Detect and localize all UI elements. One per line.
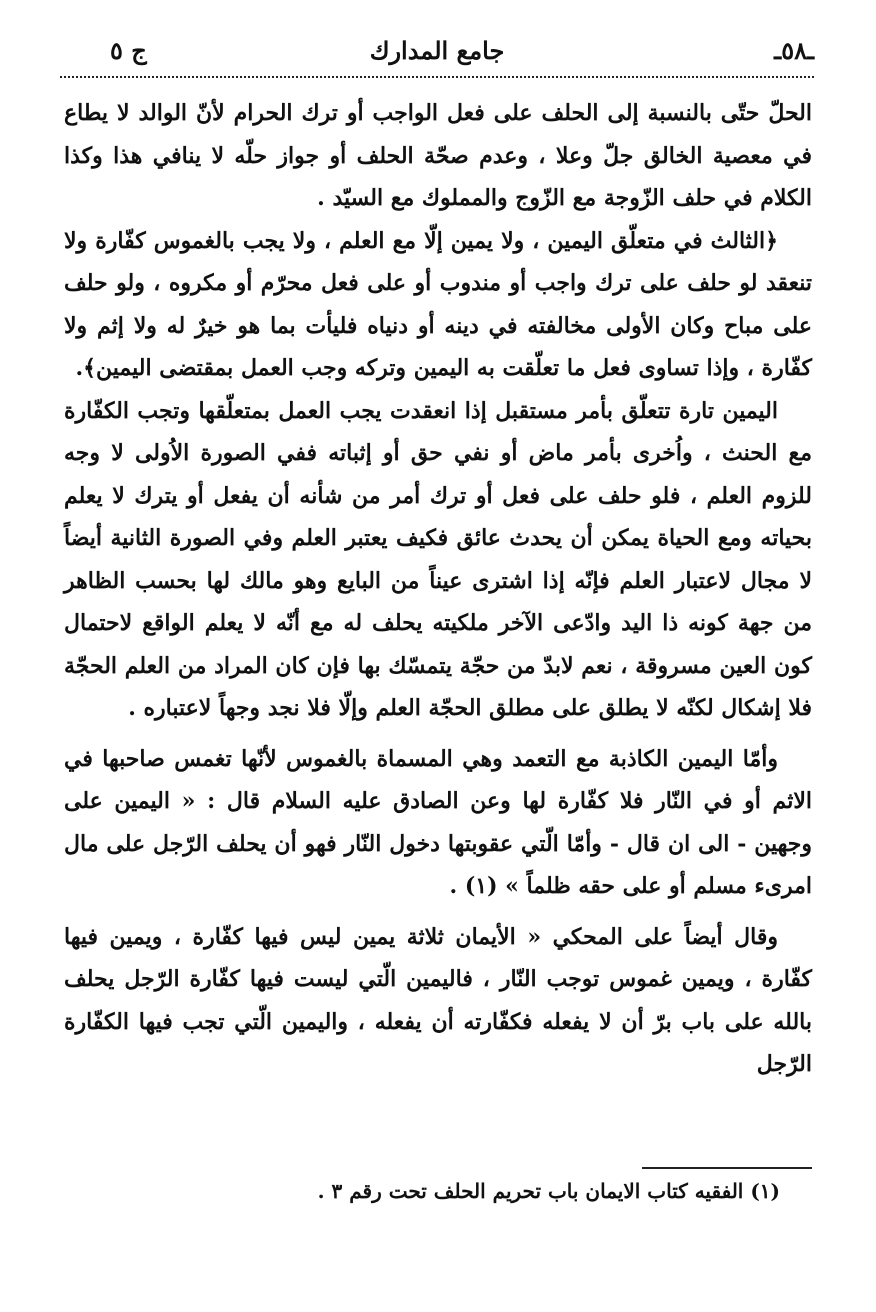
paragraph: الحلّ حتّى بالنسبة إلى الحلف على فعل الواجب أو ترك الحرام لأنّ الوالد لا يطاع في معصية الخالق جلّ وعلا ، وعدم صحّة الحلف أو جواز حلّه لا ينافي هذا وكذا الكلام في حلف الزّوجة مع الزّوج والمملوك مع السيّد . xyxy=(64,100,812,211)
book-title: جامع المدارك xyxy=(369,36,505,65)
volume-number: ج ٥ xyxy=(110,36,147,65)
page-number: ـ٥٨ـ xyxy=(774,36,814,65)
page-header xyxy=(60,28,814,76)
footnote: (١) الفقيه كتاب الايمان باب تحريم الحلف تحت رقم ٣ . xyxy=(317,1179,780,1203)
paragraph: اليمين تارة تتعلّق بأمر مستقبل إذا انعقدت يجب العمل بمتعلّقها وتجب الكفّارة مع الحنث ، واُخرى بأمر ماض أو نفي حق أو إثباته ففي الصورة الاُولى لا وجه للزوم العلم ، فلو حلف على فعل أو ترك أمر من شأنه أن يفعل أو يترك لا يعلم بحياته ومع الحياة يمكن أن يحدث عائق فكيف يعتبر العلم وفي الصورة الثانية أيضاً لا مجال لاعتبار العلم فإنّه إذا اشترى عيناً من البايع وهو مالك لها بحسب الظاهر من جهة كونه ذا اليد وادّعى الآخر ملكيته يحلف له مع أنّه لا يعلم الواقع لاحتمال كون العين مسروقة ، نعم لابدّ من حجّة يتمسّك بها فإن كان المراد من العلم الحجّة فلا إشكال لكنّه لا يطلق على مطلق الحجّة العلم وإلّا فلا نجد وجهاً لاعتباره . xyxy=(64,397,812,721)
header-divider xyxy=(60,76,814,78)
paragraph: وقال أيضاً على المحكي « الأيمان ثلاثة يمين ليس فيها كفّارة ، ويمين فيها كفّارة ، ويمين غموس توجب النّار ، فاليمين الّتي ليست فيها كفّارة الرّجل يحلف بالله على باب برّ أن لا يفعله فكفّارته أن يفعله ، واليمين الّتي تجب فيها الكفّارة الرّجل xyxy=(64,923,812,1077)
paragraph: ﴿الثالث في متعلّق اليمين ، ولا يمين إلّا مع العلم ، ولا يجب بالغموس كفّارة ولا تنعقد لو حلف على ترك واجب أو مندوب أو على فعل محرّم أو مكروه ، ولو حلف على مباح وكان الأولى مخالفته في دينه أو دنياه فليأت بما هو خيرٌ له ولا إثم ولا كفّارة ، وإذا تساوى فعل ما تعلّقت به اليمين وتركه وجب العمل بمقتضى اليمين﴾. xyxy=(64,227,812,381)
main-text xyxy=(64,92,812,1086)
paragraph: وأمّا اليمين الكاذبة مع التعمد وهي المسماة بالغموس لأنّها تغمس صاحبها في الاثم أو في النّار فلا كفّارة لها وعن الصادق عليه السلام قال : « اليمين على وجهين - الى ان قال - وأمّا الّتي عقوبتها دخول النّار فهو أن يحلف الرّجل على مال امرىء مسلم أو على حقه ظلماً » (١) . xyxy=(64,745,812,899)
footnote-divider xyxy=(642,1167,812,1169)
